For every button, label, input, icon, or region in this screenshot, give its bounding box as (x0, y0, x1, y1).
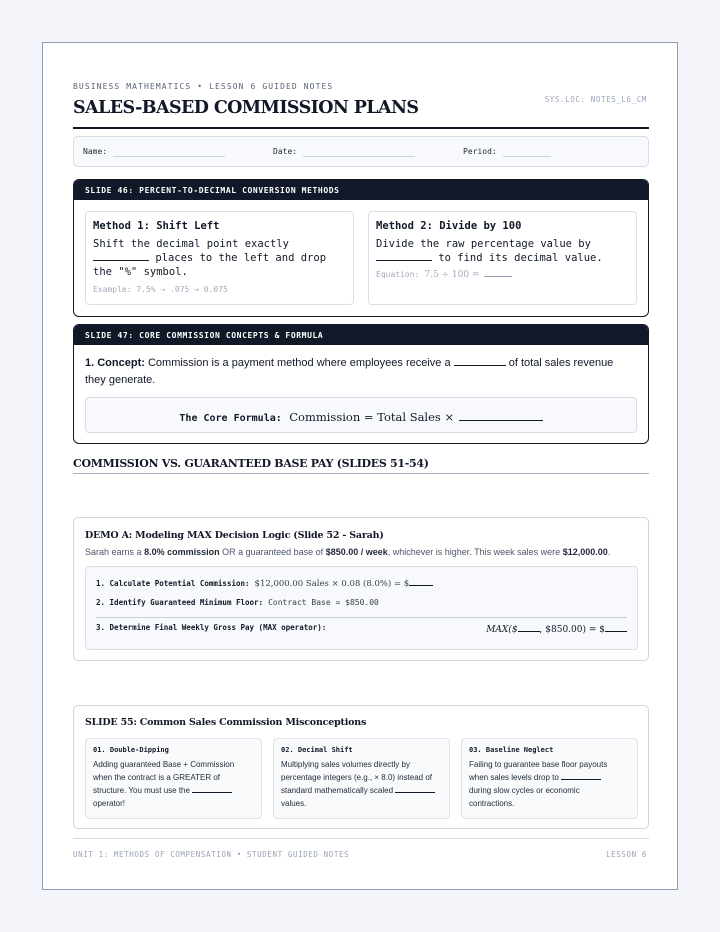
m2-line-2: percentage integers (e.g., × 8.0) instead of (281, 773, 432, 782)
misconception-3-body (469, 758, 630, 810)
m2-line-1: Multiplying sales volumes directly by (281, 760, 410, 769)
m3-line-1: Failing to guarantee base floor payouts (469, 760, 608, 769)
m1-line-3: structure. You must use the (93, 786, 190, 795)
method-2-line-b: to find its decimal value. (438, 252, 603, 264)
method-2-equation (376, 269, 512, 280)
slide-46-heading: SLIDE 46: PERCENT-TO-DECIMAL CONVERSION METHODS (74, 180, 648, 200)
step-1-label: 1. Calculate Potential Commission: (96, 579, 250, 588)
name-field[interactable] (83, 147, 225, 157)
misconception-2-body (281, 758, 442, 810)
concept-text (85, 355, 637, 389)
equation-text: 7.5 ÷ 100 = (424, 270, 480, 280)
concept-line-c: they generate. (85, 374, 156, 386)
method-1-line-c: the "%" symbol. (93, 266, 188, 278)
m1-line-1: Adding guaranteed Base + Commission (93, 760, 235, 769)
demo-a-scenario (85, 547, 641, 557)
step-3-blank-2[interactable] (605, 624, 627, 632)
core-formula-box (85, 397, 637, 433)
m1-line-2: when the contract is a GREATER of (93, 773, 221, 782)
section-divider (73, 473, 649, 474)
scenario-sales: $12,000.00 (562, 547, 608, 557)
m1-blank[interactable] (192, 785, 232, 793)
m3-blank[interactable] (561, 772, 601, 780)
scenario-base: $850.00 / week (325, 547, 388, 557)
method-2-line-a: Divide the raw percentage value by (376, 238, 591, 250)
divisor-blank[interactable] (376, 251, 432, 261)
steps-divider (96, 617, 627, 618)
course-kicker: BUSINESS MATHEMATICS • LESSON 6 GUIDED NOTES (73, 82, 334, 91)
equation-label: Equation: (376, 270, 420, 279)
demo-a-steps (85, 566, 638, 650)
m3-line-2: when sales levels drop to (469, 773, 559, 782)
method-1-card (85, 211, 354, 305)
scenario-rate: 8.0% commission (144, 547, 220, 557)
step-3-blank-1[interactable] (518, 624, 540, 632)
slide-55-title: SLIDE 55: Common Sales Commission Misconceptions (85, 717, 367, 728)
concept-blank[interactable] (454, 356, 506, 366)
title-divider (73, 127, 649, 129)
step-2-value: Contract Base = $850.00 (268, 598, 379, 607)
formula-blank[interactable] (459, 411, 543, 421)
slide-47-heading: SLIDE 47: CORE COMMISSION CONCEPTS & FORMULA (74, 325, 648, 345)
m3-line-4: contractions. (469, 799, 515, 808)
method-1-title: Method 1: Shift Left (93, 220, 220, 232)
scenario-part-c: OR a guaranteed base of (222, 547, 324, 557)
m1-line-4: operator! (93, 799, 126, 808)
core-formula (86, 408, 636, 426)
step-2-label: 2. Identify Guaranteed Minimum Floor: (96, 598, 264, 607)
method-1-line-b: places to the left and drop (155, 252, 327, 264)
period-line[interactable] (503, 147, 551, 157)
step-3-label: 3. Determine Final Weekly Gross Pay (MAX operator): (96, 623, 327, 632)
name-line[interactable] (113, 147, 225, 157)
worksheet-page (42, 42, 678, 890)
step-1-value: $12,000.00 Sales × 0.08 (8.0%) = $ (254, 579, 410, 589)
slide-55-card (73, 705, 649, 829)
concept-line-a: Commission is a payment method where employees receive a (147, 357, 451, 369)
misconception-card-1 (85, 738, 262, 819)
student-info-bar (73, 136, 649, 167)
step-1 (96, 578, 433, 589)
slide-46-panel (73, 179, 649, 317)
misconception-card-3 (461, 738, 638, 819)
slide-47-panel (73, 324, 649, 444)
decimal-places-blank[interactable] (93, 251, 149, 261)
misconception-1-body (93, 758, 254, 810)
misconception-2-heading: 02. Decimal Shift (281, 746, 353, 754)
demo-a-card (73, 517, 649, 661)
m3-line-3: during slow cycles or economic (469, 786, 580, 795)
misconception-3-heading: 03. Baseline Neglect (469, 746, 554, 754)
concept-label: 1. Concept: (85, 357, 145, 369)
concept-line-b: of total sales revenue (508, 357, 614, 369)
formula-text: Commission = Total Sales × (289, 410, 455, 424)
scenario-part-e: , whichever is higher. This week sales were (387, 547, 561, 557)
date-field[interactable] (273, 147, 415, 157)
method-1-text (93, 237, 353, 279)
system-location: SYS.LOC: NOTES_L6_CM (544, 95, 647, 104)
method-2-card (368, 211, 637, 305)
step-1-blank[interactable] (409, 578, 433, 586)
equation-blank[interactable] (484, 269, 512, 277)
date-line[interactable] (303, 147, 415, 157)
m2-line-3: standard mathematically scaled (281, 786, 394, 795)
step-3-part-a: MAX($ (486, 625, 518, 635)
step-3-part-b: , $850.00) = $ (539, 625, 605, 635)
misconception-1-heading: 01. Double-Dipping (93, 746, 169, 754)
m2-line-4: values. (281, 799, 307, 808)
footer-lesson: LESSON 6 (606, 850, 647, 859)
period-label: Period: (463, 147, 497, 156)
scenario-end: . (607, 547, 611, 557)
demo-a-title: DEMO A: Modeling MAX Decision Logic (Slide 52 - Sarah) (85, 530, 384, 541)
method-1-example: Example: 7.5% → .075 → 0.075 (93, 285, 228, 294)
date-label: Date: (273, 147, 298, 156)
footer-divider (73, 838, 649, 839)
section-title: COMMISSION VS. GUARANTEED BASE PAY (SLIDES 51-54) (73, 457, 429, 470)
page-title: SALES-BASED COMMISSION PLANS (73, 98, 419, 118)
footer-unit: UNIT 1: METHODS OF COMPENSATION • STUDENT GUIDED NOTES (73, 850, 350, 859)
scenario-part-a: Sarah earns a (85, 547, 142, 557)
m2-blank[interactable] (395, 785, 435, 793)
method-2-text (376, 237, 636, 265)
period-field[interactable] (463, 147, 551, 157)
method-1-line-a: Shift the decimal point exactly (93, 238, 289, 250)
formula-label: The Core Formula: (179, 413, 282, 424)
step-2 (96, 598, 379, 607)
step-3-expression (486, 624, 627, 635)
method-2-title: Method 2: Divide by 100 (376, 220, 522, 232)
misconception-card-2 (273, 738, 450, 819)
name-label: Name: (83, 147, 108, 156)
